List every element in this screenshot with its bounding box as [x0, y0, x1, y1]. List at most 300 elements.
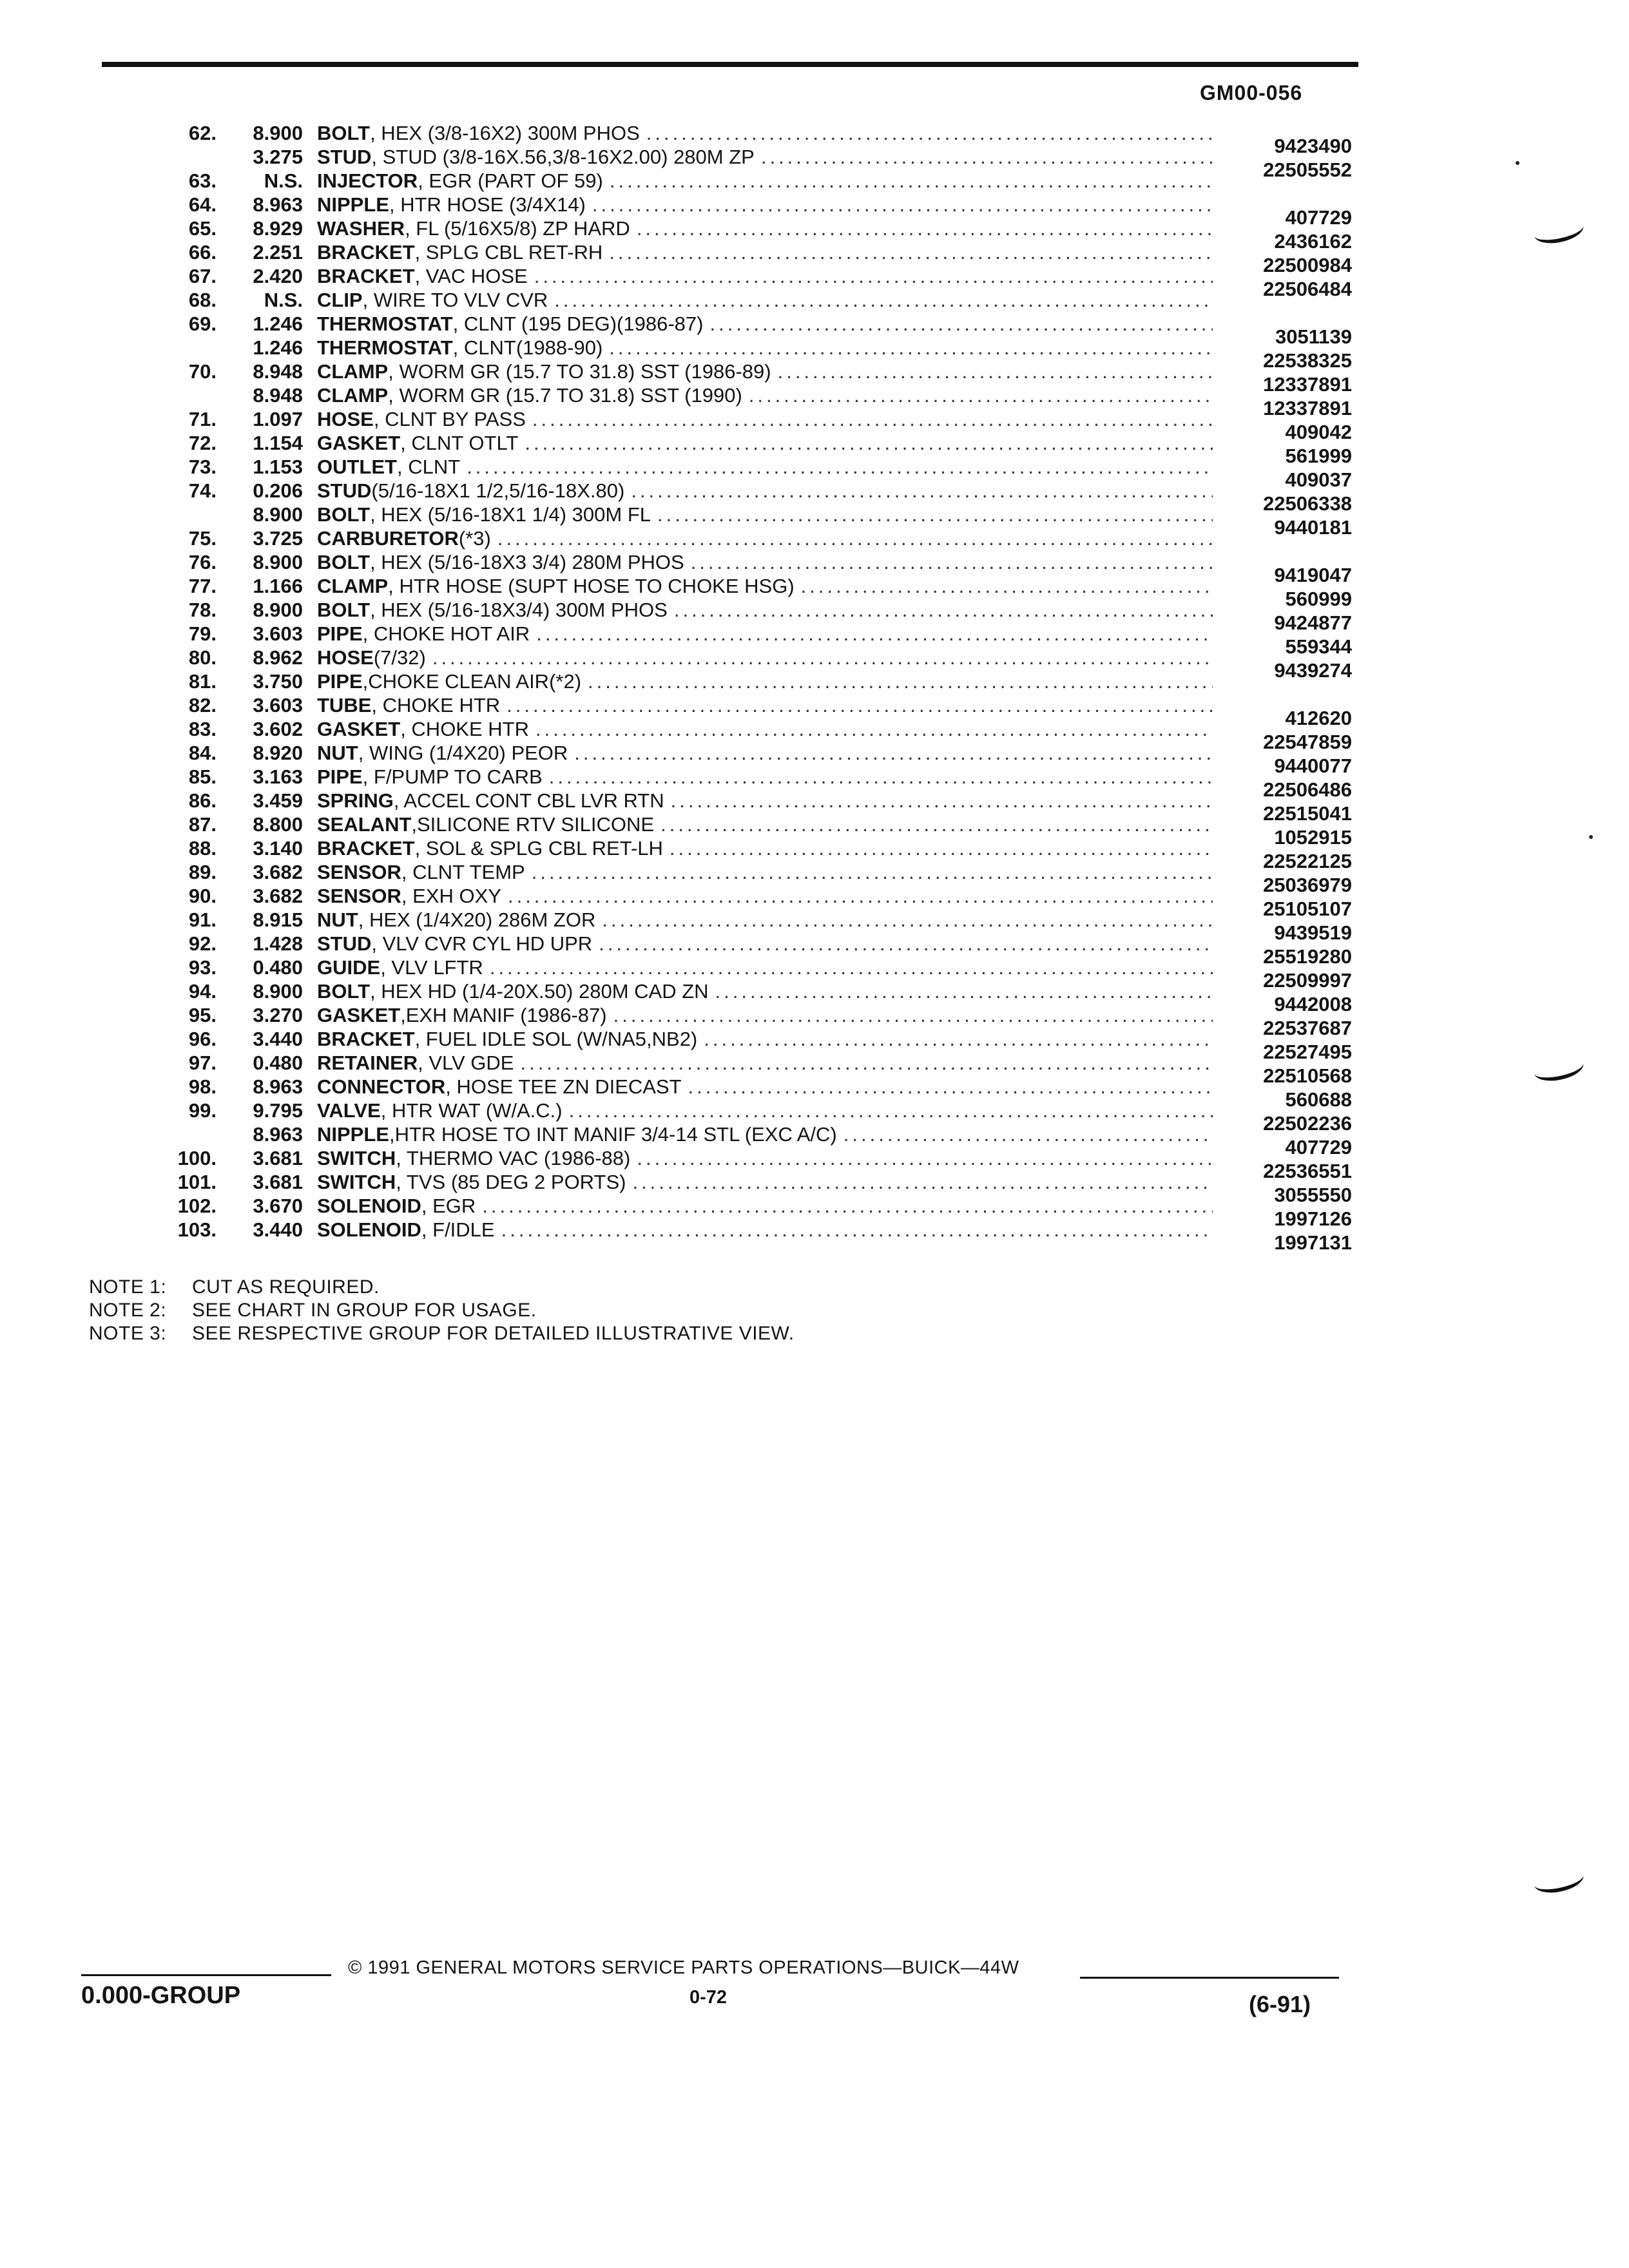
ref-number: 79. [188, 622, 217, 645]
description [317, 1051, 1213, 1075]
part-detail: (5/16-18X1 1/2,5/16-18X.80) [371, 479, 625, 502]
ref-number: 97. [188, 1052, 217, 1074]
group-number: 8.963 [253, 193, 303, 216]
description [317, 979, 1213, 1003]
footer-date: (6-91) [1249, 1991, 1311, 2017]
note-label: NOTE 3: [89, 1323, 167, 1344]
part-detail: , CLNT OTLT [400, 432, 519, 454]
ref-number: 69. [188, 312, 217, 335]
dot-leader [610, 169, 1213, 193]
part-number: 25105107 [1263, 898, 1352, 920]
group-number: 8.800 [253, 813, 303, 836]
part-name: CLAMP [317, 575, 389, 597]
ref-number: 77. [188, 575, 217, 597]
part-name: WASHER [317, 217, 405, 240]
ref-number: 76. [188, 551, 217, 573]
dot-leader [536, 622, 1213, 646]
group-number: 1.154 [253, 432, 303, 454]
ref-number: 85. [188, 765, 217, 788]
ref-number: 95. [188, 1004, 217, 1026]
part-detail: , SPLG CBL RET-RH [414, 241, 603, 264]
description [317, 336, 1213, 360]
part-name: BOLT [317, 551, 371, 573]
part-name: STUD [317, 146, 372, 168]
ref-number: 83. [188, 718, 217, 740]
part-name: CLAMP [317, 384, 389, 407]
description [317, 1075, 1213, 1099]
ref-number: 81. [188, 670, 217, 693]
part-detail: , HEX (5/16-18X3/4) 300M PHOS [370, 599, 668, 621]
part-detail: , HTR HOSE (SUPT HOSE TO CHOKE HSG) [388, 575, 795, 597]
part-detail: , CLNT [397, 456, 461, 478]
part-detail: , VLV GDE [418, 1052, 514, 1074]
part-number: 9423490 [1274, 135, 1352, 157]
description [317, 908, 1213, 932]
part-detail: , F/PUMP TO CARB [362, 765, 543, 788]
part-detail: ,EXH MANIF (1986-87) [400, 1004, 607, 1026]
part-number: 12337891 [1263, 397, 1352, 419]
dot-leader [432, 646, 1213, 669]
part-number: 22527495 [1263, 1041, 1352, 1063]
part-number: 22537687 [1263, 1017, 1352, 1039]
ref-number: 64. [188, 193, 217, 216]
dot-leader [709, 312, 1213, 336]
description [317, 693, 1213, 717]
ref-number: 102. [177, 1195, 217, 1217]
ref-number: 72. [188, 432, 217, 454]
part-number: 407729 [1285, 206, 1352, 229]
group-number: 3.602 [253, 718, 303, 740]
part-detail: , WORM GR (15.7 TO 31.8) SST (1986-89) [388, 360, 771, 383]
ref-number: 92. [188, 932, 217, 955]
group-number: 1.246 [253, 312, 303, 335]
top-rule [102, 62, 1358, 67]
group-number: 8.920 [253, 742, 303, 764]
group-number: 3.440 [253, 1028, 303, 1050]
dot-leader [532, 407, 1213, 431]
description [317, 407, 1213, 431]
part-detail: ,CHOKE CLEAN AIR(*2) [362, 670, 582, 693]
dot-leader [657, 503, 1213, 526]
ref-number: 93. [188, 956, 217, 979]
ref-number: 100. [177, 1147, 217, 1169]
part-name: SENSOR [317, 861, 401, 883]
part-name: PIPE [317, 622, 363, 645]
note [89, 1322, 795, 1345]
part-name: BOLT [317, 122, 371, 144]
part-name: BOLT [317, 980, 371, 1003]
part-name: BOLT [317, 599, 371, 621]
description [317, 360, 1213, 383]
part-number: 22502236 [1263, 1112, 1352, 1135]
group-number: 8.963 [253, 1123, 303, 1146]
part-name: NIPPLE [317, 1123, 389, 1146]
dot-leader [613, 1003, 1213, 1027]
description [317, 1170, 1213, 1194]
dot-leader [569, 1099, 1213, 1122]
part-number: 9419047 [1274, 564, 1352, 586]
ref-number: 63. [188, 169, 217, 192]
footer-copyright: © 1991 GENERAL MOTORS SERVICE PARTS OPERATIONS—BUICK—44W [348, 1957, 1019, 1978]
ref-number: 86. [188, 789, 217, 812]
dot-leader [609, 336, 1213, 360]
part-detail: , EGR (PART OF 59) [418, 169, 603, 192]
description [317, 860, 1213, 884]
dot-leader [532, 860, 1213, 884]
group-number: 8.948 [253, 384, 303, 407]
part-name: THERMOSTAT [317, 336, 453, 359]
parts-row [0, 669, 1629, 693]
footer-rule-left [81, 1974, 331, 1976]
dot-leader [646, 121, 1213, 145]
part-number: 1997131 [1274, 1231, 1352, 1254]
part-detail: , ACCEL CONT CBL LVR RTN [393, 789, 664, 812]
ref-number: 82. [188, 694, 217, 716]
part-detail: , HTR WAT (W/A.C.) [380, 1099, 563, 1122]
dot-leader [715, 979, 1213, 1003]
part-name: INJECTOR [317, 169, 418, 192]
ref-number: 67. [188, 265, 217, 287]
dot-leader [574, 741, 1213, 765]
part-name: CLIP [317, 289, 363, 311]
part-number: 9440181 [1274, 516, 1352, 539]
part-detail: , CLNT BY PASS [373, 408, 526, 430]
part-number: 22522125 [1263, 850, 1352, 872]
part-name: SEALANT [317, 813, 412, 836]
dot-leader [688, 1075, 1213, 1099]
group-number: 3.681 [253, 1171, 303, 1193]
ref-number: 75. [188, 527, 217, 550]
part-number: 1052915 [1274, 826, 1352, 849]
footer-rule-right [1080, 1977, 1339, 1979]
group-number: 3.270 [253, 1004, 303, 1026]
part-name: VALVE [317, 1099, 381, 1122]
group-number: 0.480 [253, 956, 303, 979]
ref-number: 74. [188, 479, 217, 502]
ref-number: 89. [188, 861, 217, 883]
binder-hole-mark [1532, 1863, 1586, 1896]
dot-leader [761, 145, 1213, 169]
part-number: 409042 [1285, 421, 1352, 443]
description [317, 789, 1213, 812]
part-name: BOLT [317, 503, 371, 526]
group-number: 2.251 [253, 241, 303, 264]
group-number: 3.140 [253, 837, 303, 860]
group-number: 0.480 [253, 1052, 303, 1074]
ref-number: 84. [188, 742, 217, 764]
ref-number: 87. [188, 813, 217, 836]
parts-row [0, 1218, 1629, 1254]
part-detail: ,HTR HOSE TO INT MANIF 3/4-14 STL (EXC A/C) [389, 1123, 837, 1146]
part-detail: , HEX HD (1/4-20X.50) 280M CAD ZN [370, 980, 709, 1003]
part-detail: , THERMO VAC (1986-88) [396, 1147, 631, 1169]
dot-leader [660, 812, 1213, 836]
dot-leader [801, 574, 1213, 598]
part-detail: , CLNT(1988-90) [452, 336, 603, 359]
scan-speck [1589, 835, 1593, 839]
dot-leader [549, 765, 1213, 789]
note [89, 1299, 795, 1322]
description [317, 1027, 1213, 1051]
part-detail: , HEX (5/16-18X3 3/4) 280M PHOS [370, 551, 684, 573]
group-number: 1.246 [253, 336, 303, 359]
ref-number: 70. [188, 360, 217, 383]
part-detail: , STUD (3/8-16X.56,3/8-16X2.00) 280M ZP [371, 146, 755, 168]
dot-leader [588, 669, 1213, 693]
ref-number: 103. [177, 1218, 217, 1241]
description [317, 479, 1213, 503]
part-name: NUT [317, 908, 358, 931]
dot-leader [704, 1027, 1213, 1051]
dot-leader [490, 956, 1213, 979]
footer-page-number: 0-72 [689, 1987, 728, 2008]
group-number: 0.206 [253, 479, 303, 502]
part-detail: , CLNT TEMP [401, 861, 525, 883]
part-number: 22515041 [1263, 802, 1352, 825]
part-detail: , HEX (5/16-18X1 1/4) 300M FL [370, 503, 651, 526]
group-number: 3.603 [253, 694, 303, 716]
part-detail: , HEX (1/4X20) 286M ZOR [358, 908, 596, 931]
part-name: GASKET [317, 718, 401, 740]
group-number: 3.603 [253, 622, 303, 645]
part-number: 9439519 [1274, 921, 1352, 944]
part-name: CARBURETOR [317, 527, 459, 550]
part-number: 409037 [1285, 468, 1352, 491]
part-number: 22510568 [1263, 1064, 1352, 1087]
ref-number: 78. [188, 599, 217, 621]
description [317, 717, 1213, 741]
notes-section [89, 1276, 795, 1345]
group-number: 9.795 [253, 1099, 303, 1122]
dot-leader [609, 240, 1213, 264]
dot-leader [631, 479, 1213, 503]
part-detail: , VLV LFTR [380, 956, 483, 979]
ref-number: 99. [188, 1099, 217, 1122]
ref-number: 90. [188, 885, 217, 907]
dot-leader [508, 884, 1213, 908]
part-detail: , CLNT (195 DEG)(1986-87) [452, 312, 704, 335]
dot-leader [520, 1051, 1213, 1075]
part-number: 22505552 [1263, 159, 1352, 181]
part-number: 9424877 [1274, 611, 1352, 634]
group-number: 8.900 [253, 599, 303, 621]
part-number: 22506338 [1263, 492, 1352, 515]
part-name: BRACKET [317, 1028, 415, 1050]
part-number: 2436162 [1274, 230, 1352, 253]
part-name: RETAINER [317, 1052, 418, 1074]
description [317, 1099, 1213, 1122]
part-number: 559344 [1285, 635, 1352, 658]
part-number: 22506484 [1263, 278, 1352, 300]
description [317, 1122, 1213, 1146]
part-name: SWITCH [317, 1147, 396, 1169]
group-number: 3.725 [253, 527, 303, 550]
group-number: N.S. [264, 289, 303, 311]
part-name: BRACKET [317, 265, 415, 287]
part-detail: , EGR [421, 1195, 476, 1217]
ref-number: 66. [188, 241, 217, 264]
parts-row [0, 526, 1629, 550]
part-detail: , VLV CVR CYL HD UPR [371, 932, 593, 955]
part-name: PIPE [317, 765, 363, 788]
scan-speck [1516, 161, 1519, 165]
description [317, 193, 1213, 216]
ref-number: 71. [188, 408, 217, 430]
part-detail: (7/32) [373, 646, 426, 669]
part-number: 22509997 [1263, 969, 1352, 992]
ref-number: 65. [188, 217, 217, 240]
description [317, 669, 1213, 693]
part-detail: , CHOKE HTR [371, 694, 501, 716]
description [317, 598, 1213, 622]
note-text: SEE RESPECTIVE GROUP FOR DETAILED ILLUSTRATIVE VIEW. [192, 1323, 795, 1344]
description [317, 741, 1213, 765]
part-name: NUT [317, 742, 358, 764]
part-name: SPRING [317, 789, 394, 812]
dot-leader [482, 1194, 1213, 1218]
dot-leader [602, 908, 1213, 932]
group-number: N.S. [264, 169, 303, 192]
dot-leader [506, 693, 1213, 717]
part-number: 560688 [1285, 1088, 1352, 1111]
part-name: THERMOSTAT [317, 312, 453, 335]
dot-leader [501, 1218, 1213, 1242]
part-name: SWITCH [317, 1171, 396, 1193]
description [317, 646, 1213, 669]
part-detail: , EXH OXY [401, 885, 501, 907]
part-detail: , WING (1/4X20) PEOR [358, 742, 568, 764]
note-text: CUT AS REQUIRED. [192, 1276, 380, 1298]
part-detail: , FL (5/16X5/8) ZP HARD [405, 217, 630, 240]
ref-number: 62. [188, 122, 217, 144]
ref-number: 68. [188, 289, 217, 311]
group-number: 3.670 [253, 1195, 303, 1217]
group-number: 3.163 [253, 765, 303, 788]
description [317, 455, 1213, 479]
description [317, 121, 1213, 145]
part-name: CLAMP [317, 360, 389, 383]
ref-number: 98. [188, 1075, 217, 1098]
description [317, 169, 1213, 193]
description [317, 622, 1213, 646]
part-name: SOLENOID [317, 1195, 421, 1217]
description [317, 812, 1213, 836]
part-number: 9440077 [1274, 754, 1352, 777]
note [89, 1276, 795, 1299]
part-name: NIPPLE [317, 193, 389, 216]
part-name: OUTLET [317, 456, 397, 478]
group-number: 3.750 [253, 670, 303, 693]
part-detail: , FUEL IDLE SOL (W/NA5,NB2) [414, 1028, 698, 1050]
dot-leader [674, 598, 1213, 622]
part-number: 22536551 [1263, 1160, 1352, 1182]
dot-leader [637, 216, 1213, 240]
group-number: 8.900 [253, 503, 303, 526]
part-name: HOSE [317, 408, 374, 430]
dot-leader [467, 455, 1213, 479]
group-number: 8.929 [253, 217, 303, 240]
description [317, 503, 1213, 526]
description [317, 312, 1213, 336]
dot-leader [599, 932, 1213, 956]
part-detail: , F/IDLE [421, 1218, 495, 1241]
ref-number: 101. [177, 1171, 217, 1193]
ref-number: 94. [188, 980, 217, 1003]
group-number: 3.682 [253, 861, 303, 883]
description [317, 1194, 1213, 1218]
part-detail: , CHOKE HTR [400, 718, 529, 740]
note-label: NOTE 1: [89, 1276, 167, 1298]
description [317, 884, 1213, 908]
ref-number: 91. [188, 908, 217, 931]
group-number: 3.682 [253, 885, 303, 907]
dot-leader [749, 383, 1213, 407]
footer-group-label: 0.000-GROUP [81, 1982, 241, 2009]
description [317, 145, 1213, 169]
part-detail: , VAC HOSE [414, 265, 528, 287]
group-number: 8.948 [253, 360, 303, 383]
part-number: 25519280 [1263, 945, 1352, 968]
group-number: 3.275 [253, 146, 303, 168]
description [317, 240, 1213, 264]
dot-leader [691, 550, 1213, 574]
description [317, 836, 1213, 860]
dot-leader [671, 789, 1213, 812]
part-number: 22500984 [1263, 254, 1352, 276]
part-detail: ,SILICONE RTV SILICONE [411, 813, 655, 836]
part-number: 560999 [1285, 588, 1352, 610]
group-number: 1.166 [253, 575, 303, 597]
part-name: SOLENOID [317, 1218, 421, 1241]
part-number: 22547859 [1263, 731, 1352, 753]
part-detail: , HTR HOSE (3/4X14) [389, 193, 586, 216]
dot-leader [632, 1170, 1213, 1194]
group-number: 8.900 [253, 551, 303, 573]
part-detail: , SOL & SPLG CBL RET-LH [414, 837, 663, 860]
dot-leader [778, 360, 1213, 383]
dot-leader [592, 193, 1213, 216]
part-name: GASKET [317, 432, 401, 454]
parts-list [0, 121, 1629, 1254]
description [317, 1146, 1213, 1170]
part-number: 561999 [1285, 445, 1352, 467]
group-number: 3.459 [253, 789, 303, 812]
description [317, 431, 1213, 455]
part-name: HOSE [317, 646, 374, 669]
dot-leader [534, 264, 1213, 288]
part-number: 412620 [1285, 707, 1352, 729]
part-number: 9442008 [1274, 993, 1352, 1015]
group-number: 1.428 [253, 932, 303, 955]
part-number: 22538325 [1263, 349, 1352, 372]
group-number: 8.962 [253, 646, 303, 669]
part-name: CONNECTOR [317, 1075, 446, 1098]
description [317, 288, 1213, 312]
part-name: STUD [317, 932, 372, 955]
group-number: 3.681 [253, 1147, 303, 1169]
part-name: GUIDE [317, 956, 381, 979]
note-label: NOTE 2: [89, 1300, 167, 1321]
part-detail: , CHOKE HOT AIR [362, 622, 530, 645]
dot-leader [670, 836, 1213, 860]
part-number: 25036979 [1263, 874, 1352, 896]
part-detail: , WIRE TO VLV CVR [362, 289, 548, 311]
description [317, 956, 1213, 979]
part-name: PIPE [317, 670, 363, 693]
part-name: SENSOR [317, 885, 401, 907]
part-number: 3055550 [1274, 1184, 1352, 1206]
description [317, 932, 1213, 956]
